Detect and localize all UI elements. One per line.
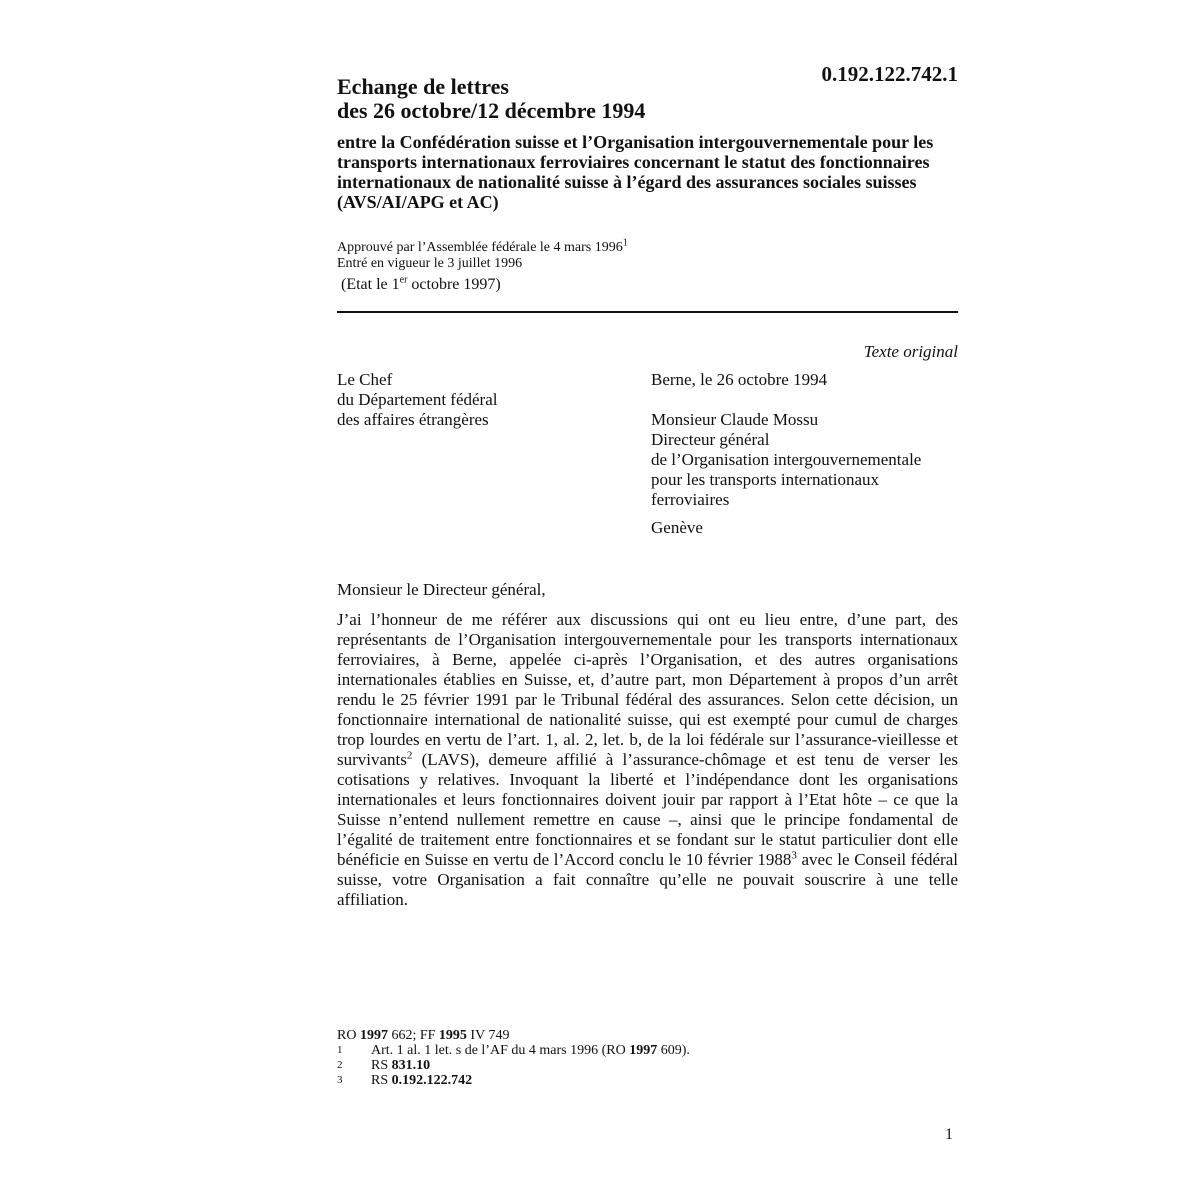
footnotes bbox=[337, 1028, 957, 1088]
recipient-city: Genève bbox=[651, 518, 703, 537]
footnote-1: 1 Art. 1 al. 1 let. s de l’AF du 4 mars 1996 (RO 1997 609). bbox=[337, 1043, 690, 1058]
document-page bbox=[337, 60, 958, 910]
footnote-2: 2 RS 831.10 bbox=[337, 1058, 431, 1073]
footnote-ref-2: 2 bbox=[406, 749, 413, 762]
approved-line: Approuvé par l’Assemblée fédérale le 4 mars 1996$^1$ bbox=[337, 237, 628, 255]
recipient-line: de l’Organisation intergouvernementale bbox=[651, 450, 922, 469]
recipient-line: Monsieur Claude Mossu bbox=[651, 410, 819, 429]
recipient-line: ferroviaires bbox=[651, 490, 730, 509]
header-divider bbox=[337, 311, 958, 313]
in-force-line: Entré en vigueur le 3 juillet 1996 bbox=[337, 256, 523, 271]
recipient-line: pour les transports internationaux bbox=[651, 470, 880, 489]
footnote-3: 3 RS 0.192.122.742 bbox=[337, 1073, 473, 1088]
letter-body: J’ai l’honneur de me référer aux discussions qui ont eu lieu entre, d’une part, des représentants de l’Organisation intergouvernementale pour les transports internationaux ferroviaires, à Berne, appelée ci-après l’Organisation, et des autres organisations internationales établies en Suisse, et, d’autre part, mon Département à propos d’un arrêt rendu le 25 février 1991 par le Tribunal fédéral des assurances. Selon cette décision, un fonctionnaire international de nationalité suisse, qui est exempté pour cumul de charges trop lourdes en vertu de l’art. 1, al. 2, let. b, de la loi fédérale sur l’assurance-vieillesse et survivants$^2$ (LAVS), demeure affilié à l’assurance-chômage et est tenu de verser les cotisations y relatives. Invoquant la liberté et l’indépendance dont les organisations internationales et leurs fonctionnaires doivent jouir par rapport à l’Etat hôte – ce que la Suisse n’entend nullement remettre en cause –, ainsi que le principe fondamental de l’égalité de traitement entre fonctionnaires et se fondant sur le statut particulier dont elle bénéficie en Suisse en vertu de l’Accord conclu le 10 février 1988$^3$ avec le Conseil fédéral suisse, votre Organisation a fait connaître qu’elle ne pouvait souscrire à une telle affiliation. bbox=[337, 610, 958, 909]
etat-line: (Etat le 1er octobre 1997) bbox=[341, 274, 501, 293]
recipient-line: Directeur général bbox=[651, 430, 770, 449]
letter-date: Berne, le 26 octobre 1994 bbox=[651, 370, 828, 389]
sender-line: du Département fédéral bbox=[337, 390, 498, 409]
original-text-label: Texte original bbox=[863, 342, 958, 361]
sender-line: Le Chef bbox=[337, 370, 393, 389]
approval-metadata bbox=[337, 237, 958, 272]
address-block bbox=[337, 362, 958, 542]
footnote-ref-3: 3 bbox=[791, 849, 797, 862]
rs-number: 0.192.122.742.1 bbox=[821, 62, 958, 86]
title-line-2: des 26 octobre/12 décembre 1994 bbox=[337, 98, 646, 123]
recipient-column bbox=[651, 370, 961, 538]
page-number: 1 bbox=[945, 1126, 953, 1143]
salutation: Monsieur le Directeur général, bbox=[337, 580, 546, 599]
sender-line: des affaires étrangères bbox=[337, 410, 489, 429]
publication-reference: RO 1997 662; FF 1995 IV 749 bbox=[337, 1028, 510, 1043]
footnote-ref-1: 1 bbox=[622, 237, 628, 249]
document-subtitle: entre la Confédération suisse et l’Organisation intergouvernementale pour les transports internationaux ferroviaires concernant le statut des fonctionnaires internationaux de nationalité suisse à l’égard des assurances sociales suisses (AVS/AI/APG et AC) bbox=[337, 132, 934, 212]
title-line-1: Echange de lettres bbox=[337, 74, 509, 99]
sender bbox=[337, 370, 497, 430]
